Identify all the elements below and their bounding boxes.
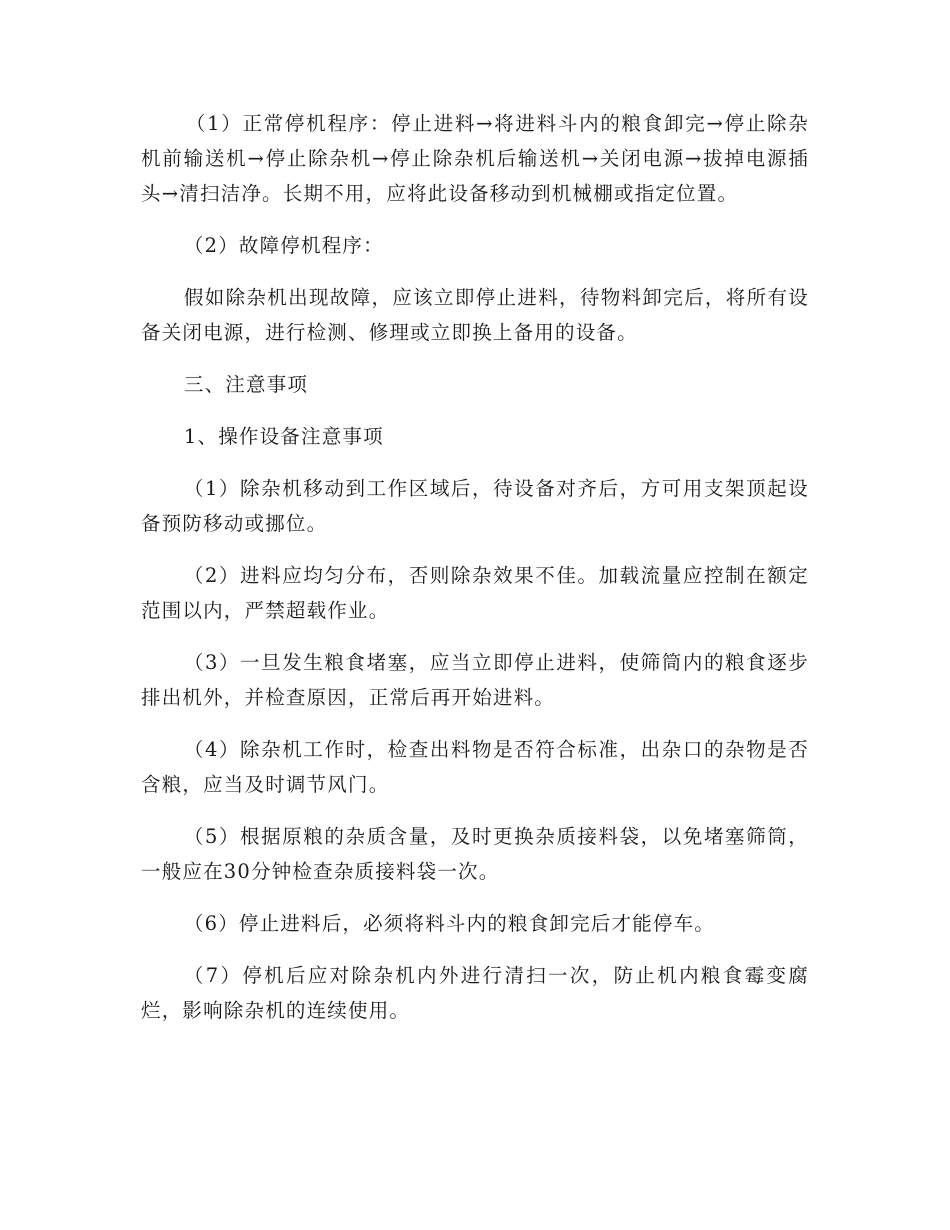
paragraph-normal-shutdown: （1）正常停机程序：停止进料→将进料斗内的粮食卸完→停止除杂机前输送机→停止除杂机→停止除杂机后输送机→关闭电源→拔掉电源插头→清扫洁净。长期不用，应将此设备移动到机械棚或指定位置。 <box>141 112 809 205</box>
paragraph-precaution-3: （3）一旦发生粮食堵塞，应当立即停止进料，使筛筒内的粮食逐步排出机外，并检查原因，正常后再开始进料。 <box>141 651 809 709</box>
paragraph-precaution-1: （1）除杂机移动到工作区域后，待设备对齐后，方可用支架顶起设备预防移动或挪位。 <box>141 477 809 535</box>
paragraph-fault-shutdown-procedure: 假如除杂机出现故障，应该立即停止进料，待物料卸完后，将所有设备关闭电源，进行检测、修理或立即换上备用的设备。 <box>141 286 809 344</box>
subsection-heading-operation-precautions: 1、操作设备注意事项 <box>183 425 384 448</box>
paragraph-precaution-2: （2）进料应均匀分布，否则除杂效果不佳。加载流量应控制在额定范围以内，严禁超载作业。 <box>141 564 809 622</box>
section-heading-precautions: 三、注意事项 <box>183 373 309 396</box>
paragraph-precaution-6: （6）停止进料后，必须将料斗内的粮食卸完后才能停车。 <box>183 912 715 935</box>
paragraph-fault-shutdown-heading: （2）故障停机程序： <box>183 234 384 257</box>
document-body <box>141 106 809 1045</box>
paragraph-precaution-5: （5）根据原粮的杂质含量，及时更换杂质接料袋，以免堵塞筛筒，一般应在30分钟检查杂质接料袋一次。 <box>141 825 809 883</box>
paragraph-precaution-7: （7）停机后应对除杂机内外进行清扫一次，防止机内粮食霉变腐烂，影响除杂机的连续使用。 <box>141 964 809 1022</box>
paragraph-precaution-4: （4）除杂机工作时，检查出料物是否符合标准，出杂口的杂物是否含粮，应当及时调节风门。 <box>141 738 809 796</box>
